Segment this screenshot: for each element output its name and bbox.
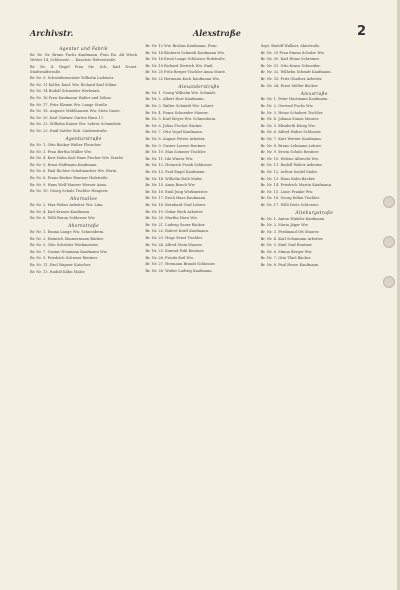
- directory-entry: Br. Nr. 20. Martha Horn Ww.: [145, 216, 198, 221]
- directory-entry: Br. Nr. 9. Hans Wolf Maurer Werner Anna.: [30, 182, 108, 187]
- directory-entry: Br. Nr. 13. Rudolf Kühn Maler.: [30, 269, 86, 274]
- section-heading: Alexanderstraße: [178, 84, 220, 90]
- column-container: [30, 44, 368, 579]
- directory-entry: Br. Nr. 18 Richard Dietrich Ww. Emil.: [145, 63, 214, 68]
- directory-entry: Br. Nr. 10. Max Sommer Tischler.: [145, 150, 207, 155]
- directory-entry: Br. Nr. 2. Albert Hart Kaufmann.: [145, 97, 205, 102]
- directory-entry: Br. Nr. 27. Hermann Brandt Schlosser.: [145, 262, 216, 267]
- directory-entry: Br. Nr. 1. Georg Wilhelm Ww. Schmidt.: [145, 90, 217, 95]
- directory-entry: Br. Nr. 4. Franz Schneider Maurer.: [145, 110, 209, 115]
- directory-entry: Br. Nr. 14. Wilhelm Roth Maler.: [145, 176, 203, 181]
- column-1: [30, 44, 137, 579]
- directory-entry: Br. Nr. 15. Anna Busch Ww.: [145, 183, 196, 188]
- directory-entry: Br. Nr. 12. Heinrich Frank Schlosser.: [145, 163, 213, 168]
- directory-entry: Br. Nr. 14 Bäckerei Schmidt Kaufmann Ww.: [145, 50, 225, 55]
- directory-entry: Br. Nr. 17. Fritz Klemm Ww. Lange Straße.: [30, 102, 109, 107]
- directory-entry: Br. Nr. 31. Otto Kraus Schneider.: [260, 63, 321, 68]
- directory-entry: Br. Nr. 4. Johann Simon Maurer.: [260, 117, 320, 122]
- directory-entry: Br. Nr. 21. Ludwig Sauer Bäcker.: [145, 222, 206, 227]
- directory-entry: Br. Nr. 10. Georg Schulz Tischler Hauptstr.: [30, 189, 109, 194]
- directory-entry: Br. Nr. 8. Paul Hesse Kaufmann.: [260, 263, 320, 268]
- directory-entry: Br. Nr. 16. Georg Böhm Tischler.: [260, 196, 320, 201]
- section-heading: Agenturstraße: [65, 136, 102, 142]
- directory-entry: Br. Nr. 3. Frau Bertha Müller Ww.: [30, 149, 92, 154]
- directory-entry: Br. Nr. 8. August Peters Arbeiter.: [145, 137, 206, 142]
- section-heading: Ahornstraße: [68, 223, 100, 229]
- directory-entry: Br. Nr. 5. Ernst Hoffmann Kaufmann.: [30, 162, 98, 167]
- directory-entry: Br. Nr. 3. Heinrich Zimmermann Bäcker.: [30, 236, 104, 241]
- directory-entry: Br. Nr. 6. Willi Braun Schlosser Ww.: [30, 216, 96, 221]
- directory-entry: Br. Nr. 14. Friedrich Martin Kaufmann.: [260, 183, 333, 188]
- directory-entry: Br. Nr. 6. Paul Richter Schuhmacher Ww. Berta.: [30, 169, 118, 174]
- directory-entry: Br. Nr. 13. Hans Kuhn Bäcker.: [260, 176, 316, 181]
- punch-hole: [383, 196, 395, 208]
- directory-entry: Br. Nr. 11. Ida Winter Ww.: [145, 156, 194, 161]
- directory-entry: Br. Nr. 1. Peter Hartmann Kaufmann.: [260, 97, 329, 102]
- directory-entry: Br. Nr. 30. Karl Heinz Schreiner.: [260, 57, 320, 62]
- directory-entry: Br. Nr. 4. Karl Krause Kaufmann.: [30, 209, 91, 214]
- directory-entry: Br. Nr. 4. Kurt Hahn Karl Hans Fischer Ww. Straße.: [30, 156, 125, 161]
- directory-entry: Br. Nr. 11. Paul Wagner Kutscher.: [30, 263, 92, 268]
- header-middle-keyword: Alexstraße: [193, 28, 241, 38]
- section-heading: Alexstraße: [300, 90, 328, 96]
- punch-hole: [383, 236, 395, 248]
- directory-entry: Br. Nr. 34. Ernst Möller Bäcker.: [260, 83, 319, 88]
- column-3: [261, 44, 368, 579]
- directory-entry: Br. Nr. 32. Wilhelm Schmitt Kaufmann.: [260, 70, 332, 75]
- directory-entry: Br. Nr. 22. Robert Kraft Kaufmann.: [145, 229, 210, 234]
- punch-hole: [383, 276, 395, 288]
- directory-entry: Br. Nr. 19. Oskar Beck Arbeiter.: [145, 209, 204, 214]
- directory-entry: Br. Nr. 18. Auguste Mühlhausen Ww. Meta Gasse.: [30, 109, 121, 114]
- directory-entry: Br. Nr. 5. Karl Meyer Ww. Schneiderin.: [145, 117, 217, 122]
- directory-entry: Br. Nr. 7. Gustav Neumann Kaufmann Ww.: [30, 249, 108, 254]
- directory-entry: Br. Nr. 12 Ww. Bruhns Kaufmann, Frau.: [145, 44, 218, 48]
- directory-entry: Br. Nr. 6. Julius Fischer Bäcker.: [145, 123, 203, 128]
- directory-entry: Br. Nr. 9. Erwin Schulz Rentner.: [260, 150, 320, 155]
- directory-entry: Br. Nr. 5. Elisabeth König Ww.: [260, 123, 316, 128]
- directory-entry: Br. Nr. 1. Anton Winkler Kaufmann.: [260, 216, 326, 221]
- directory-entry: Br. Nr. 18. Bernhard Graf Lehrer.: [145, 202, 206, 207]
- directory-entry: Br. Nr. 8. Bruno Lehmann Lehrer.: [260, 143, 322, 148]
- directory-entry: Br. Nr. 20 Fritz Berger Tischler Anna Marie.: [145, 70, 226, 75]
- directory-entry: Br. Nr. 5. Schneidermeister Wilhelm Ladenstr.: [30, 76, 115, 81]
- directory-entry: Br. Nr. 3. Walter Schmidt Ww. Lehrer.: [145, 104, 215, 109]
- directory-entry: Br. Nr. 5. Emil Graf Rentner.: [260, 243, 313, 248]
- directory-entry: Br. Nr. 26. Frieda Keil Ww.: [145, 255, 194, 260]
- page-header: [18, 24, 382, 42]
- directory-entry: Br. Nr. 23. Emil Sattler Rob. Lindenstraße.: [30, 129, 108, 134]
- section-heading: Ahornallee: [70, 196, 98, 202]
- directory-entry: Br. Nr. 14 Rudolf Schneider Werkstatt.: [30, 89, 101, 94]
- directory-entry: Sept. Rudolf Wallner, Ahnstraße.: [260, 44, 321, 48]
- section-heading: Agentur und Fabrik: [59, 46, 109, 51]
- directory-entry: Br. Nr. 15. Luise Franke Ww.: [260, 189, 314, 194]
- directory-entry: Br. Nr. 16 Ernst Lange Schlosser Hofstraße.: [145, 57, 226, 62]
- column-2: [145, 44, 252, 579]
- directory-entry: Br. Nr. 5. Otto Schröder Werkmeister.: [30, 243, 99, 248]
- directory-entry: Br. Nr. 7. Kurt Werner Kaufmann.: [260, 137, 322, 142]
- directory-entry: Br. Nr. 25. Konrad Pohl Rentner.: [145, 249, 205, 254]
- page-number: 2: [356, 24, 366, 39]
- header-left-keyword: Archivstr.: [30, 28, 74, 38]
- directory-entry: Br. Nr. 29 Frau Emma Schulze Ww.: [260, 50, 325, 55]
- directory-entry: Br. Nr. 7. Otto Thiel Bäcker.: [260, 256, 312, 261]
- directory-entry: Br. Nr. 6. Alfred Huber Schlosser.: [260, 130, 322, 135]
- directory-entry: Br. Nr. 20. Karl Gärtner Garten Haus 17.: [30, 115, 105, 120]
- directory-entry: Br. Nr. 33. Fritz Günther Arbeiter.: [260, 76, 323, 81]
- directory-entry: Br. Nr. 1. Emma Lange Ww. Schneiderin.: [30, 230, 105, 235]
- directory-entry: Br. Nr. 9. Gustav Lorenz Rentner.: [145, 143, 206, 148]
- directory-entry: Br. Nr. 11 Keller, Kauf. Ww. Richard Karl Söhne.: [30, 82, 118, 87]
- directory-entry: Br. Nr. 23. Hugo Ernst Tischler.: [145, 235, 203, 240]
- directory-entry: Br. Nr. 17. Willi Dietz Schlosser.: [260, 202, 319, 207]
- directory-entry: Br. Nr. 8. Franz Becker Rentner Hofstraße.: [30, 175, 109, 180]
- directory-entry: Br. Nr. 28. Walter Ludwig Kaufmann.: [145, 268, 213, 273]
- directory-entry: Br. Nr. 22 Hermann Koch Kaufmann Ww.: [145, 76, 220, 81]
- directory-entry: Br. Nr. 6. Minna Berger Ww.: [260, 249, 313, 254]
- directory-entry: Br. Nr. 24. Alfred Stein Maurer.: [145, 242, 203, 247]
- directory-entry: Br. Nr. 16 Frau Kaufmann Walter und Söhne.: [30, 96, 113, 101]
- directory-entry: Br. Nr. 11. Rudolf Walter Arbeiter.: [260, 163, 323, 168]
- directory-entry: Br. Nr. 2. Gertrud Fuchs Ww.: [260, 104, 314, 109]
- directory-entry: Br. Nr. 17. Erich Haas Kaufmann.: [145, 196, 207, 201]
- directory-entry: Br. Nr. 4. Regel Frau Str. Sch. Karl Neust. Stadtwaldstraße.: [30, 64, 138, 74]
- directory-entry: Br. Nr. 1. Otto Bäcker Walter Fleischer.: [30, 142, 102, 147]
- directory-entry: Br. Nr. 13. Paul Engel Kaufmann.: [145, 170, 206, 174]
- directory-entry: Br. Nr. 3. Heinz Schubert Tischler.: [260, 110, 324, 115]
- directory-entry: Br. Nr. 22. Wilhelm Kaiser Ww. Lehrer Schmidtstr.: [30, 122, 122, 127]
- directory-entry: Br. Nr. 4. Karl Schumann Arbeiter.: [260, 236, 324, 241]
- directory-entry: Br. Nr. Nr. Bruno Fuchs Kaufmann, Frau Ha. Alt Wieck Wetter 14, Schlossstr. ... Kunststr. Ritterstraße.: [30, 52, 138, 62]
- directory-entry: Br. Nr. 2. Maria Jäger Ww.: [260, 223, 309, 228]
- directory-entry: Br. Nr. 10. Helene Albrecht Ww.: [260, 156, 319, 161]
- directory-entry: Br. Nr. 9. Friedrich Schwarz Rentner.: [30, 256, 98, 261]
- directory-entry: Br. Nr. 7. Otto Vogel Kaufmann.: [145, 130, 203, 135]
- section-heading: Alteburgstraße: [295, 210, 334, 216]
- directory-entry: Br. Nr. 12. Arthur Seidel Maler.: [260, 170, 318, 174]
- directory-entry: Br. Nr. 16. Emil Jung Werkmeister.: [145, 189, 209, 194]
- directory-entry: Br. Nr. 2. Max Weber Arbeiter Ww. Lina.: [30, 203, 104, 208]
- directory-entry: Br. Nr. 3. Ferdinand Ott Maurer.: [260, 230, 320, 235]
